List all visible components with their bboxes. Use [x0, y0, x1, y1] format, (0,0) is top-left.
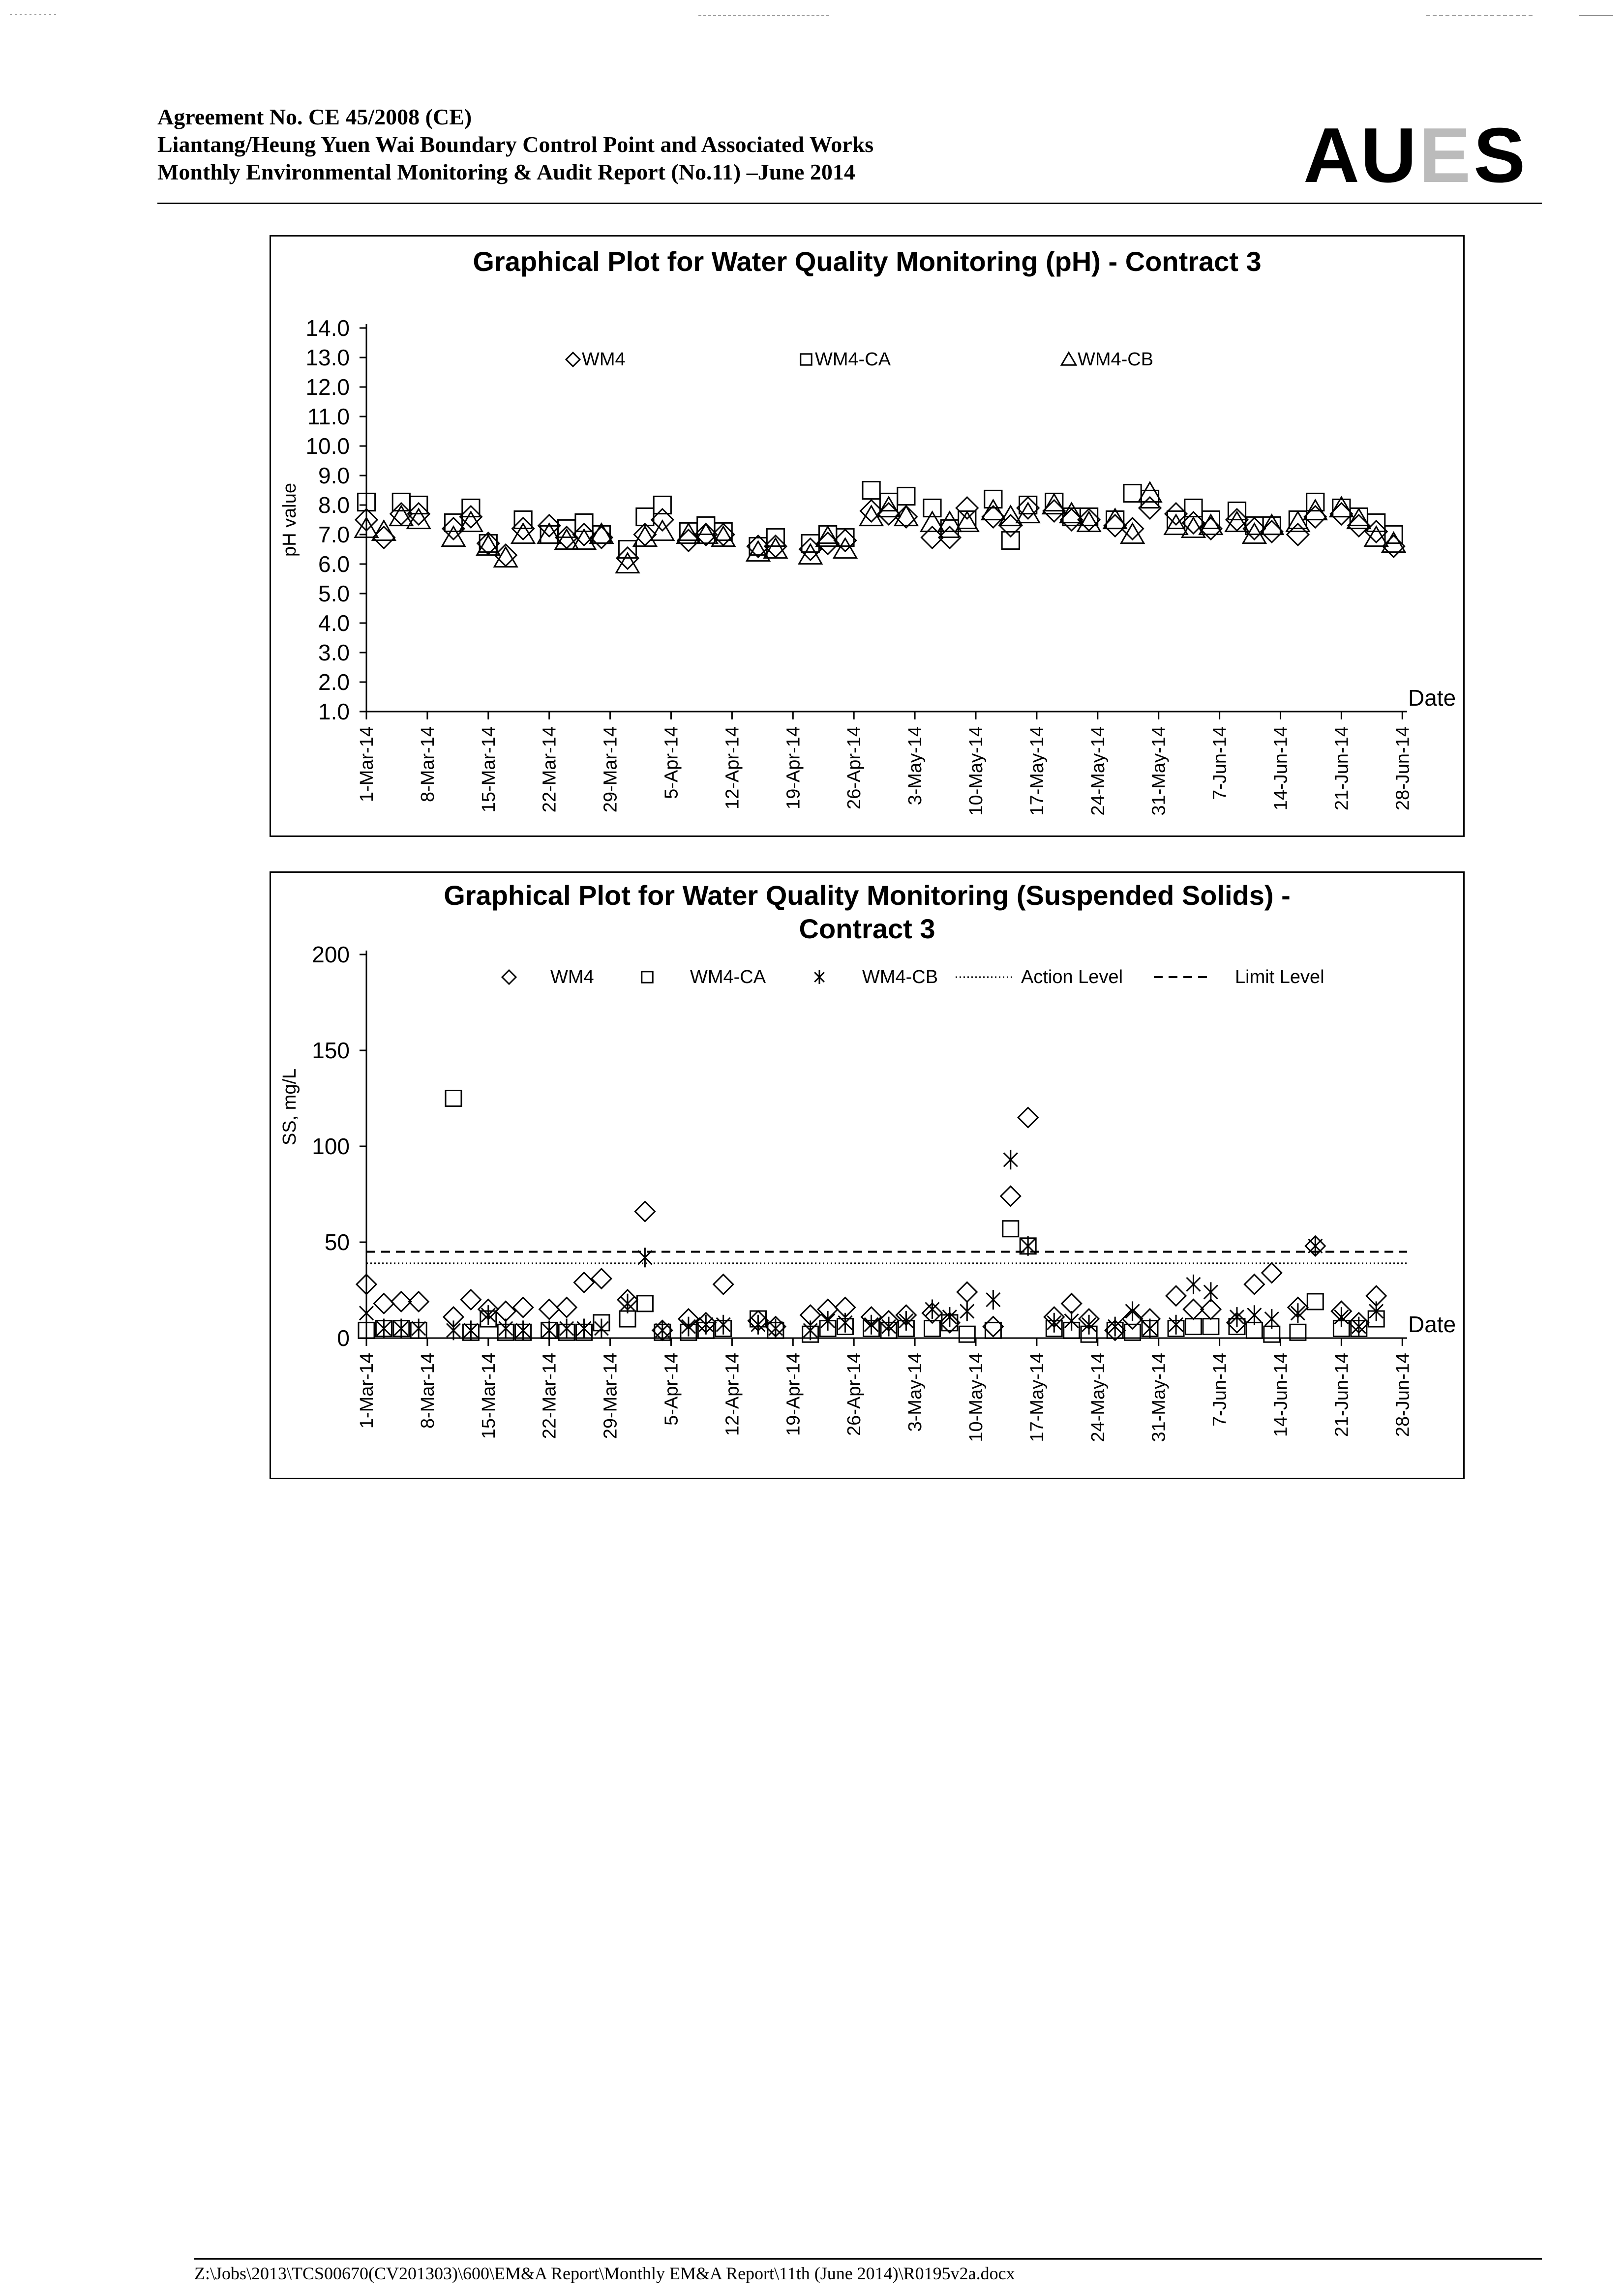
- y-tick-label: 9.0: [318, 463, 350, 488]
- x-tick-label: 31-May-14: [1148, 726, 1170, 816]
- data-point-wm4-ca: [697, 517, 715, 534]
- legend-label: WM4-CB: [1078, 349, 1154, 370]
- data-point-wm4-cb: [499, 1319, 512, 1339]
- legend-marker-wm4-cb: [1061, 353, 1076, 365]
- data-point-wm4-cb: [595, 1319, 608, 1339]
- x-tick-label: 1-Mar-14: [357, 1353, 377, 1429]
- data-point-wm4-cb: [839, 1313, 852, 1333]
- x-tick-label: 15-Mar-14: [478, 726, 499, 813]
- scan-specks: [0, 0, 1624, 30]
- x-tick-label: 15-Mar-14: [478, 1353, 499, 1439]
- ph-chart: [270, 235, 1465, 837]
- data-point-wm4-cb: [717, 1315, 730, 1335]
- data-point-wm4: [513, 1298, 533, 1317]
- ss-chart: [270, 871, 1465, 1479]
- x-tick-label: 31-May-14: [1148, 1353, 1170, 1442]
- header-rule: [157, 203, 1542, 204]
- report-header: [157, 103, 1534, 192]
- x-tick-label: 1-Mar-14: [357, 726, 377, 803]
- x-tick-label: 12-Apr-14: [722, 1353, 743, 1436]
- agreement-number: Agreement No. CE 45/2008 (CE): [157, 104, 472, 129]
- x-tick-label: 28-Jun-14: [1392, 1353, 1413, 1437]
- data-point-wm4-ca: [637, 1296, 653, 1312]
- y-axis-label: pH value: [279, 483, 300, 557]
- x-tick-label: 22-Mar-14: [539, 726, 560, 813]
- data-point-wm4: [1166, 1286, 1186, 1306]
- legend-label: WM4-CA: [690, 967, 766, 987]
- x-tick-label: 10-May-14: [966, 726, 987, 816]
- chart-title: Graphical Plot for Water Quality Monitoring (Suspended Solids) -: [444, 880, 1291, 911]
- data-point-wm4-ca: [446, 1091, 461, 1106]
- data-point-wm4-cb: [1004, 1150, 1018, 1169]
- data-point-wm4-ca: [924, 499, 941, 516]
- data-point-wm4-cb: [577, 1319, 591, 1339]
- svg-text:S: S: [1474, 113, 1527, 192]
- data-point-wm4-ca: [1046, 493, 1063, 510]
- y-tick-label: 2.0: [318, 669, 350, 695]
- data-point-wm4-ca: [620, 1311, 635, 1327]
- data-point-wm4-ca: [480, 535, 497, 552]
- data-point-wm4: [835, 530, 856, 551]
- data-point-wm4: [983, 1317, 1003, 1337]
- x-tick-label: 8-Mar-14: [417, 726, 438, 803]
- legend-label: WM4: [582, 349, 626, 370]
- data-point-wm4-cb: [1065, 1311, 1079, 1331]
- x-tick-label: 7-Jun-14: [1209, 1353, 1231, 1427]
- svg-text:AU: AU: [1303, 113, 1418, 192]
- file-path: Z:\Jobs\2013\TCS00670(CV201303)\600\EM&A Report\Monthly EM&A Report\11th (June 2014)\R0195v2a.docx: [194, 2264, 1015, 2283]
- legend-label: WM4-CB: [862, 967, 938, 987]
- aues-logo-mark: [1303, 113, 1534, 192]
- data-point-wm4-cb: [447, 1320, 460, 1340]
- ph-chart-svg: [271, 237, 1463, 835]
- data-point-wm4: [1018, 1108, 1038, 1128]
- y-tick-label: 4.0: [318, 610, 350, 636]
- data-point-wm4: [957, 1282, 977, 1302]
- data-point-wm4-cb: [1169, 1315, 1183, 1335]
- chart-title: Contract 3: [799, 913, 935, 944]
- y-tick-label: 0: [337, 1325, 350, 1351]
- data-point-wm4-ca: [898, 487, 915, 505]
- ss-chart-svg: [271, 873, 1463, 1478]
- data-point-wm4-cb: [1204, 1282, 1218, 1302]
- chart-title: Graphical Plot for Water Quality Monitoring (pH) - Contract 3: [473, 246, 1262, 277]
- data-point-wm4-cb: [926, 1300, 939, 1319]
- data-point-wm4-ca: [1186, 1319, 1202, 1335]
- y-tick-label: 3.0: [318, 640, 350, 665]
- data-point-wm4-cb: [412, 1319, 425, 1339]
- data-point-wm4-cb: [638, 1248, 652, 1267]
- data-point-wm4-cb: [1021, 1236, 1035, 1256]
- data-point-wm4: [496, 1301, 515, 1321]
- data-point-wm4-cb: [1187, 1275, 1201, 1294]
- data-point-wm4: [540, 1300, 559, 1319]
- y-tick-label: 13.0: [305, 345, 350, 370]
- data-point-wm4-cb: [360, 1303, 373, 1323]
- legend-label: WM4-CA: [815, 349, 891, 370]
- data-point-wm4-ca: [1002, 532, 1019, 549]
- legend-marker-wm4: [502, 970, 516, 984]
- data-point-wm4-ca: [514, 511, 532, 528]
- data-point-wm4-cb: [464, 1320, 478, 1340]
- x-axis-label: Date: [1408, 685, 1456, 711]
- y-axis-label: SS, mg/L: [279, 1068, 300, 1146]
- data-point-wm4: [956, 497, 978, 519]
- x-tick-label: 5-Apr-14: [661, 726, 682, 799]
- x-tick-label: 8-Mar-14: [417, 1353, 438, 1429]
- data-point-wm4-cb: [656, 1320, 669, 1340]
- data-point-wm4: [1001, 1186, 1021, 1206]
- data-point-wm4-cb: [560, 1319, 573, 1339]
- x-tick-label: 7-Jun-14: [1209, 726, 1231, 800]
- legend-marker-wm4-ca: [801, 354, 812, 365]
- legend-marker-wm4: [566, 353, 580, 366]
- x-tick-label: 5-Apr-14: [661, 1353, 682, 1426]
- project-title: Liantang/Heung Yuen Wai Boundary Control Point and Associated Works: [157, 132, 874, 157]
- legend-marker-wm4-ca: [642, 972, 653, 983]
- y-tick-label: 6.0: [318, 551, 350, 577]
- data-point-wm4-cb: [377, 1319, 391, 1339]
- data-point-wm4: [557, 1298, 576, 1317]
- data-point-wm4-cb: [1143, 1319, 1157, 1339]
- x-tick-label: 3-May-14: [905, 726, 926, 805]
- data-point-wm4: [635, 1202, 655, 1222]
- data-point-wm4: [592, 1269, 611, 1288]
- data-point-wm4-cb: [682, 1317, 695, 1337]
- x-tick-label: 17-May-14: [1026, 1353, 1048, 1442]
- data-point-wm4: [574, 1273, 594, 1292]
- data-point-wm4-ca: [462, 499, 480, 516]
- data-point-wm4-cb: [865, 1315, 878, 1335]
- data-point-wm4-cb: [516, 1320, 530, 1340]
- data-point-wm4-cb: [542, 1320, 556, 1340]
- data-point-wm4: [1330, 503, 1352, 525]
- data-point-wm4-ca: [654, 496, 671, 513]
- x-tick-label: 28-Jun-14: [1392, 726, 1413, 811]
- x-tick-label: 12-Apr-14: [722, 726, 743, 809]
- x-tick-label: 10-May-14: [966, 1353, 987, 1442]
- data-point-wm4: [1244, 1275, 1264, 1294]
- data-point-wm4-cb: [394, 1319, 408, 1339]
- x-tick-label: 22-Mar-14: [539, 1353, 560, 1439]
- data-point-wm4-cb: [1108, 1317, 1122, 1337]
- x-tick-label: 26-Apr-14: [844, 726, 865, 809]
- data-point-wm4-ca: [410, 496, 427, 513]
- data-point-wm4-ca: [680, 523, 697, 540]
- x-tick-label: 24-May-14: [1087, 726, 1109, 816]
- y-tick-label: 10.0: [305, 433, 350, 459]
- y-tick-label: 150: [312, 1038, 350, 1063]
- y-tick-label: 5.0: [318, 581, 350, 606]
- limit-level-legend-label: Limit Level: [1235, 967, 1324, 987]
- y-tick-label: 14.0: [305, 315, 350, 341]
- y-tick-label: 1.0: [318, 699, 350, 724]
- y-tick-label: 7.0: [318, 522, 350, 547]
- data-point-wm4-ca: [1020, 496, 1037, 513]
- data-point-wm4: [1062, 1294, 1082, 1313]
- x-tick-label: 26-Apr-14: [844, 1353, 865, 1436]
- x-tick-label: 14-Jun-14: [1270, 1353, 1292, 1437]
- data-point-wm4: [714, 1275, 733, 1294]
- data-point-wm4-ca: [1307, 493, 1324, 510]
- data-point-wm4-cb: [1352, 1317, 1366, 1337]
- x-tick-label: 19-Apr-14: [783, 726, 804, 809]
- data-point-wm4-cb: [1308, 1236, 1322, 1256]
- x-tick-label: 29-Mar-14: [600, 1353, 621, 1439]
- x-tick-label: 21-Jun-14: [1331, 726, 1353, 811]
- data-point-wm4-ca: [959, 1326, 975, 1342]
- data-point-wm4-ca: [1124, 484, 1141, 502]
- x-tick-label: 19-Apr-14: [783, 1353, 804, 1436]
- data-point-wm4-cb: [960, 1301, 974, 1321]
- data-point-wm4: [1304, 506, 1326, 528]
- y-tick-label: 12.0: [305, 374, 350, 400]
- data-point-wm4-ca: [1203, 1319, 1219, 1335]
- svg-text:E: E: [1419, 113, 1472, 192]
- x-tick-label: 14-Jun-14: [1270, 726, 1292, 811]
- data-point-wm4-ca: [1307, 1294, 1323, 1310]
- x-axis-label: Date: [1408, 1312, 1456, 1337]
- aues-logo: [1303, 113, 1534, 203]
- data-point-wm4: [374, 1294, 393, 1313]
- y-tick-label: 8.0: [318, 492, 350, 518]
- data-point-wm4-ca: [863, 481, 880, 499]
- data-point-wm4-cb: [986, 1290, 1000, 1310]
- y-tick-label: 11.0: [307, 404, 350, 429]
- data-point-wm4-ca: [619, 540, 636, 558]
- report-title: Monthly Environmental Monitoring & Audit Report (No.11) –June 2014: [157, 159, 855, 184]
- data-point-wm4-cb: [804, 1320, 817, 1340]
- data-point-wm4-cb: [752, 1315, 765, 1335]
- y-tick-label: 50: [324, 1229, 350, 1255]
- y-tick-label: 100: [312, 1133, 350, 1159]
- x-tick-label: 3-May-14: [905, 1353, 926, 1432]
- x-tick-label: 17-May-14: [1026, 726, 1048, 816]
- x-tick-label: 21-Jun-14: [1331, 1353, 1353, 1437]
- action-level-legend-label: Action Level: [1021, 967, 1123, 987]
- legend-label: WM4: [550, 967, 594, 987]
- y-tick-label: 200: [312, 942, 350, 967]
- x-tick-label: 24-May-14: [1087, 1353, 1109, 1442]
- data-point-wm4: [1262, 1263, 1282, 1282]
- data-point-wm4-ca: [1003, 1221, 1019, 1237]
- data-point-wm4: [461, 1290, 481, 1310]
- data-point-wm4: [1104, 515, 1126, 537]
- x-tick-label: 29-Mar-14: [600, 726, 621, 813]
- footer-rule: [194, 2258, 1542, 2260]
- legend-marker-wm4-cb: [814, 970, 824, 984]
- data-point-wm4: [1287, 524, 1309, 545]
- data-point-wm4-cb: [1126, 1301, 1140, 1321]
